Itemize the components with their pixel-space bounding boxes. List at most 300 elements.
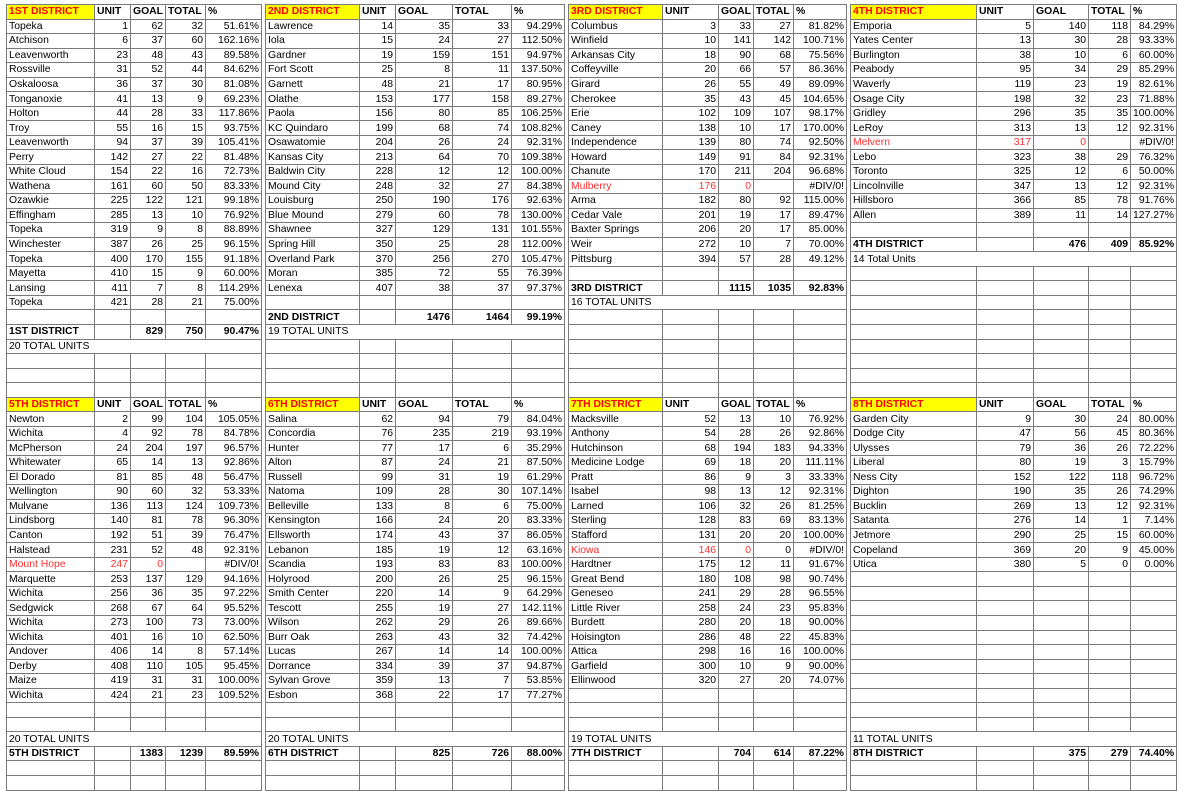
unit-name: Concordia [266,426,360,441]
unit-percent: 91.67% [794,557,847,572]
empty-cell [396,775,453,790]
unit-total: 10 [166,208,206,223]
unit-total: 6 [1089,165,1131,180]
district-title: 6TH DISTRICT [266,397,360,412]
column-header-total: TOTAL [166,397,206,412]
unit-number: 76 [360,426,396,441]
unit-total: 44 [166,63,206,78]
sheet-row [7,19,1177,34]
unit-number: 419 [95,674,131,689]
unit-percent: 170.00% [794,121,847,136]
district-percent: 99.19% [512,310,565,325]
district-summary-blank [663,746,719,761]
unit-percent: 76.32% [1131,150,1177,165]
unit-total: 20 [754,455,794,470]
unit-total: 3 [754,470,794,485]
empty-cell [977,383,1034,398]
unit-goal: 16 [719,645,754,660]
unit-number: 68 [663,441,719,456]
empty-cell [719,368,754,383]
unit-percent: 49.12% [794,252,847,267]
unit-name: Topeka [7,252,95,267]
unit-goal: 56 [1034,426,1089,441]
empty-cell [569,354,663,369]
district-title: 2ND DISTRICT [266,5,360,20]
unit-number: 313 [977,121,1034,136]
unit-goal: 18 [719,455,754,470]
unit-goal: 20 [719,528,754,543]
unit-name: Maize [7,674,95,689]
unit-total: 21 [453,455,512,470]
empty-cell [977,688,1034,703]
unit-goal: 37 [131,34,166,49]
unit-percent: 85.29% [1131,63,1177,78]
unit-total: 7 [453,674,512,689]
unit-total: 74 [453,121,512,136]
unit-percent: 45.00% [1131,543,1177,558]
empty-cell [206,354,262,369]
unit-number: 133 [360,499,396,514]
empty-cell [1131,688,1177,703]
unit-name: Ness City [851,470,977,485]
unit-percent: #DIV/0! [794,543,847,558]
unit-number: 36 [95,77,131,92]
unit-percent: 33.33% [794,470,847,485]
unit-number: 20 [663,63,719,78]
unit-name: Louisburg [266,194,360,209]
district-summary-blank [663,281,719,296]
empty-cell [266,383,360,398]
district-percent: 89.59% [206,746,262,761]
unit-number: 149 [663,150,719,165]
unit-goal: 43 [719,92,754,107]
empty-cell [851,601,977,616]
sheet-row [7,717,1177,732]
unit-percent: 84.04% [512,412,565,427]
unit-number: 263 [360,630,396,645]
empty-cell [1034,281,1089,296]
unit-total: 74 [754,135,794,150]
district-title: 7TH DISTRICT [569,397,663,412]
empty-cell [663,325,719,340]
column-header-total: TOTAL [453,397,512,412]
unit-goal: 67 [131,601,166,616]
unit-total: 30 [166,77,206,92]
empty-cell [663,703,719,718]
unit-total: 39 [166,528,206,543]
empty-cell [396,368,453,383]
empty-cell [1089,572,1131,587]
unit-total: 11 [453,63,512,78]
unit-name: Little River [569,601,663,616]
unit-name: Allen [851,208,977,223]
empty-cell [977,615,1034,630]
sheet-row [7,77,1177,92]
unit-name: Cedar Vale [569,208,663,223]
unit-goal: 108 [719,572,754,587]
unit-number: 14 [360,19,396,34]
sheet-row [7,354,1177,369]
unit-percent: 95.45% [206,659,262,674]
unit-name: Andover [7,645,95,660]
sheet-row [7,746,1177,761]
unit-number: 319 [95,223,131,238]
unit-name: Ulysses [851,441,977,456]
unit-total [166,557,206,572]
empty-cell [851,630,977,645]
unit-goal: 190 [396,194,453,209]
unit-name: Macksville [569,412,663,427]
empty-cell [719,339,754,354]
unit-total: 23 [754,601,794,616]
empty-cell [166,717,206,732]
empty-cell [1131,601,1177,616]
unit-name: Hunter [266,441,360,456]
empty-cell [1034,645,1089,660]
unit-goal: 129 [396,223,453,238]
unit-percent: 92.63% [512,194,565,209]
unit-goal: 24 [719,601,754,616]
empty-cell [851,325,977,340]
unit-percent: 99.18% [206,194,262,209]
unit-total: 14 [1089,208,1131,223]
empty-cell [1131,223,1177,238]
empty-cell [1131,775,1177,790]
empty-cell [360,339,396,354]
empty-cell [977,368,1034,383]
district-goal-total: 476 [1034,237,1089,252]
sheet-row [7,150,1177,165]
unit-total: 20 [754,528,794,543]
unit-total: 19 [1089,77,1131,92]
column-header-percent: % [794,397,847,412]
empty-cell [569,310,663,325]
unit-total: 15 [1089,528,1131,543]
unit-number: 325 [977,165,1034,180]
unit-percent: 84.29% [1131,19,1177,34]
unit-number: 176 [663,179,719,194]
unit-goal: 39 [396,659,453,674]
empty-cell [360,295,396,310]
unit-number: 136 [95,499,131,514]
unit-total: 98 [754,572,794,587]
unit-name: Esbon [266,688,360,703]
unit-number: 140 [95,514,131,529]
unit-total: 176 [453,194,512,209]
unit-total: 33 [166,106,206,121]
unit-number: 174 [360,528,396,543]
unit-percent: 86.05% [512,528,565,543]
unit-total: 92 [754,194,794,209]
sheet-row [7,630,1177,645]
unit-name: Kiowa [569,543,663,558]
column-header-percent: % [1131,397,1177,412]
column-header-percent: % [206,5,262,20]
unit-percent: 84.78% [206,426,262,441]
empty-cell [1089,688,1131,703]
unit-name: Topeka [7,223,95,238]
unit-number: 368 [360,688,396,703]
unit-name: Hardtner [569,557,663,572]
unit-goal: 62 [131,19,166,34]
column-header-unit: UNIT [360,397,396,412]
empty-cell [453,761,512,776]
unit-percent: 106.25% [512,106,565,121]
district-goal-total: 1476 [396,310,453,325]
unit-name: Whitewater [7,455,95,470]
unit-goal: 20 [1034,543,1089,558]
unit-percent: 117.86% [206,106,262,121]
empty-cell [569,775,663,790]
unit-percent: 60.00% [1131,48,1177,63]
unit-name: Erie [569,106,663,121]
unit-total: 69 [754,514,794,529]
unit-total: 60 [166,34,206,49]
unit-goal: 25 [1034,528,1089,543]
empty-cell [1089,674,1131,689]
empty-cell [754,354,794,369]
unit-percent: 100.00% [1131,106,1177,121]
unit-goal: 83 [719,514,754,529]
unit-number: 54 [663,426,719,441]
unit-name: Topeka [7,19,95,34]
empty-cell [851,659,977,674]
sheet-row [7,48,1177,63]
unit-name: Sterling [569,514,663,529]
unit-goal: 12 [396,165,453,180]
unit-goal: 13 [719,412,754,427]
unit-goal: 48 [719,630,754,645]
unit-goal: 25 [396,237,453,252]
unit-number: 128 [663,514,719,529]
unit-number: 161 [95,179,131,194]
column-header-unit: UNIT [663,5,719,20]
unit-goal: 90 [719,48,754,63]
unit-total: 26 [754,426,794,441]
unit-number: 13 [977,34,1034,49]
unit-name: Blue Mound [266,208,360,223]
unit-percent: 93.19% [512,426,565,441]
empty-cell [7,703,95,718]
unit-total: 104 [166,412,206,427]
empty-cell [453,383,512,398]
unit-number: 323 [977,150,1034,165]
unit-name: Dighton [851,485,977,500]
unit-name: Attica [569,645,663,660]
unit-goal: 23 [1034,77,1089,92]
unit-number: 347 [977,179,1034,194]
unit-name: Copeland [851,543,977,558]
unit-name: Caney [569,121,663,136]
unit-percent: 45.83% [794,630,847,645]
unit-goal: 137 [131,572,166,587]
unit-number: 185 [360,543,396,558]
column-header-goal: GOAL [131,397,166,412]
sheet-row [7,586,1177,601]
empty-cell [977,761,1034,776]
unit-percent: 90.00% [794,659,847,674]
unit-percent: 105.05% [206,412,262,427]
unit-name: Emporia [851,19,977,34]
sheet-row [7,499,1177,514]
empty-cell [1089,630,1131,645]
unit-total: 121 [166,194,206,209]
unit-percent: 81.25% [794,499,847,514]
unit-number: 267 [360,645,396,660]
empty-cell [754,383,794,398]
unit-percent: 94.97% [512,48,565,63]
unit-number: 131 [663,528,719,543]
empty-cell [7,354,95,369]
unit-name: Burdett [569,615,663,630]
empty-cell [512,775,565,790]
empty-cell [1034,310,1089,325]
unit-goal: 100 [131,615,166,630]
unit-name: Kensington [266,514,360,529]
empty-cell [1089,281,1131,296]
empty-cell [512,717,565,732]
unit-percent: 87.50% [512,455,565,470]
unit-percent: 80.36% [1131,426,1177,441]
sheet-row [7,106,1177,121]
column-header-percent: % [794,5,847,20]
empty-cell [851,761,977,776]
column-header-unit: UNIT [95,397,131,412]
empty-cell [206,761,262,776]
unit-name: Garden City [851,412,977,427]
unit-total: 27 [453,179,512,194]
unit-number: 152 [977,470,1034,485]
unit-percent: 57.14% [206,645,262,660]
empty-cell [453,717,512,732]
unit-name: Paola [266,106,360,121]
district-count-total: 1239 [166,746,206,761]
unit-name: Columbus [569,19,663,34]
unit-percent: 7.14% [1131,514,1177,529]
column-header-total: TOTAL [453,5,512,20]
unit-name: Winchester [7,237,95,252]
unit-name: LeRoy [851,121,977,136]
unit-name: Ozawkie [7,194,95,209]
empty-cell [754,717,794,732]
unit-name: Sedgwick [7,601,95,616]
unit-number: 80 [977,455,1034,470]
unit-percent: #DIV/0! [794,179,847,194]
empty-cell [719,775,754,790]
empty-cell [851,383,977,398]
unit-total: 18 [754,615,794,630]
unit-goal: 10 [719,121,754,136]
unit-number: 142 [95,150,131,165]
unit-name: Dorrance [266,659,360,674]
unit-percent: 72.22% [1131,441,1177,456]
sheet-row [7,194,1177,209]
unit-total: 26 [1089,485,1131,500]
unit-goal: 38 [396,281,453,296]
unit-goal: 57 [719,252,754,267]
unit-number: 258 [663,601,719,616]
empty-cell [1034,674,1089,689]
unit-name: Salina [266,412,360,427]
unit-percent: #DIV/0! [206,557,262,572]
empty-cell [1131,630,1177,645]
empty-cell [95,368,131,383]
unit-percent: 62.50% [206,630,262,645]
empty-cell [663,354,719,369]
unit-goal: 91 [719,150,754,165]
district-count-total: 1035 [754,281,794,296]
empty-cell [131,761,166,776]
unit-number: 300 [663,659,719,674]
unit-total: 17 [754,223,794,238]
unit-goal: 27 [719,674,754,689]
empty-cell [1131,325,1177,340]
unit-percent: 95.83% [794,601,847,616]
sheet-row [7,135,1177,150]
unit-goal: 36 [131,586,166,601]
unit-percent: 142.11% [512,601,565,616]
unit-number: 407 [360,281,396,296]
district-summary-label: 3RD DISTRICT [569,281,663,296]
sheet-row [7,688,1177,703]
unit-percent: 89.09% [794,77,847,92]
unit-name: Hillsboro [851,194,977,209]
empty-cell [1131,761,1177,776]
sheet-row [7,281,1177,296]
district-goal-table [6,4,1177,791]
unit-goal: 12 [719,557,754,572]
empty-cell [977,775,1034,790]
sheet-row [7,485,1177,500]
unit-goal: 26 [131,237,166,252]
unit-percent: 100.00% [512,165,565,180]
unit-total: 12 [1089,499,1131,514]
unit-total: 57 [754,63,794,78]
unit-name: Bucklin [851,499,977,514]
unit-number: 204 [360,135,396,150]
empty-cell [166,368,206,383]
unit-goal: 33 [719,19,754,34]
empty-cell [1089,703,1131,718]
unit-number: 290 [977,528,1034,543]
unit-total: 37 [453,659,512,674]
sheet-row [7,165,1177,180]
empty-cell [131,703,166,718]
unit-percent: 97.22% [206,586,262,601]
empty-cell [131,775,166,790]
empty-cell [396,383,453,398]
unit-goal: 110 [131,659,166,674]
unit-number: 370 [360,252,396,267]
empty-cell [977,266,1034,281]
unit-total: 68 [754,48,794,63]
empty-cell [851,339,977,354]
unit-percent: 107.14% [512,485,565,500]
unit-name: Burlington [851,48,977,63]
unit-total: 151 [453,48,512,63]
unit-goal: 83 [396,557,453,572]
empty-cell [851,281,977,296]
unit-goal: 14 [131,455,166,470]
total-units-label: 19 TOTAL UNITS [569,732,847,747]
unit-name: Peabody [851,63,977,78]
empty-cell [166,703,206,718]
unit-name: Lansing [7,281,95,296]
unit-goal: 55 [719,77,754,92]
unit-name: Geneseo [569,586,663,601]
empty-cell [1089,223,1131,238]
empty-cell [851,688,977,703]
